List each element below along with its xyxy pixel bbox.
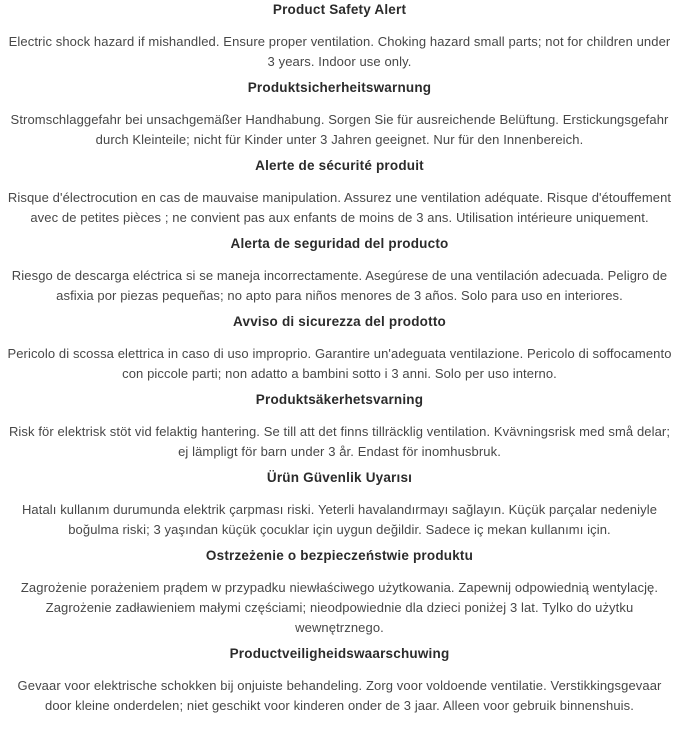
safety-section-french: [5, 158, 674, 228]
section-heading: Alerte de sécurité produit: [255, 158, 424, 173]
section-heading: Product Safety Alert: [272, 2, 407, 17]
section-body: Pericolo di scossa elettrica in caso di uso improprio. Garantire un'adeguata ventilazione. Pericolo di soffocamento con piccole parti; non adatto a bambini sotto i 3 anni. Solo per uso interno.: [7, 346, 672, 381]
section-body: Stromschlaggefahr bei unsachgemäßer Handhabung. Sorgen Sie für ausreichende Belüftung. Erstickungsgefahr durch Kleinteile; nicht für Kinder unter 3 Jahren geeignet. Nur für den Innenbereich.: [10, 112, 669, 147]
section-body: Gevaar voor elektrische schokken bij onjuiste behandeling. Zorg voor voldoende ventilatie. Verstikkingsgevaar door kleine onderdelen; niet geschikt voor kinderen onder de 3 jaar. Alleen voor gebruik binnenshuis.: [17, 678, 662, 713]
section-heading: Produktsäkerhetsvarning: [255, 392, 424, 407]
safety-section-polish: [5, 548, 674, 638]
safety-section-swedish: [5, 392, 674, 462]
section-heading: Alerta de seguridad del producto: [230, 236, 449, 251]
section-heading: Ostrzeżenie o bezpieczeństwie produktu: [205, 548, 474, 563]
section-body: Zagrożenie porażeniem prądem w przypadku niewłaściwego użytkowania. Zapewnij odpowiednią wentylację. Zagrożenie zadławieniem małymi częściami; nieodpowiednie dla dzieci poniżej 3 lat. Tylko do użytku wewnętrznego.: [20, 580, 659, 635]
safety-section-dutch: [5, 646, 674, 716]
safety-section-turkish: [5, 470, 674, 540]
section-heading: Ürün Güvenlik Uyarısı: [266, 470, 413, 485]
section-body: Electric shock hazard if mishandled. Ensure proper ventilation. Choking hazard small parts; not for children under 3 years. Indoor use only.: [8, 34, 671, 69]
section-body: Risque d'électrocution en cas de mauvaise manipulation. Assurez une ventilation adéquate. Risque d'étouffement avec de petites pièces ; ne convient pas aux enfants de moins de 3 ans. Utilisation intérieure uniquement.: [7, 190, 672, 225]
safety-section-german: [5, 80, 674, 150]
section-body: Risk för elektrisk stöt vid felaktig hantering. Se till att det finns tillräcklig ventilation. Kvävningsrisk med små delar; ej lämpligt för barn under 3 år. Endast för inomhusbruk.: [8, 424, 671, 459]
section-heading: Avviso di sicurezza del prodotto: [233, 314, 446, 329]
section-heading: Produktsicherheitswarnung: [247, 80, 432, 95]
safety-section-english: [5, 2, 674, 72]
safety-section-spanish: [5, 236, 674, 306]
section-body: Hatalı kullanım durumunda elektrik çarpması riski. Yeterli havalandırmayı sağlayın. Küçük parçalar nedeniyle boğulma riski; 3 yaşından küçük çocuklar için uygun değildir. Sadece iç mekan kullanımı için.: [21, 502, 658, 537]
section-body: Riesgo de descarga eléctrica si se maneja incorrectamente. Asegúrese de una ventilación adecuada. Peligro de asfixia por piezas pequeñas; no apto para niños menores de 3 años. Solo para uso en interiores.: [11, 268, 668, 303]
safety-section-italian: [5, 314, 674, 384]
section-heading: Productveiligheidswaarschuwing: [229, 646, 450, 661]
